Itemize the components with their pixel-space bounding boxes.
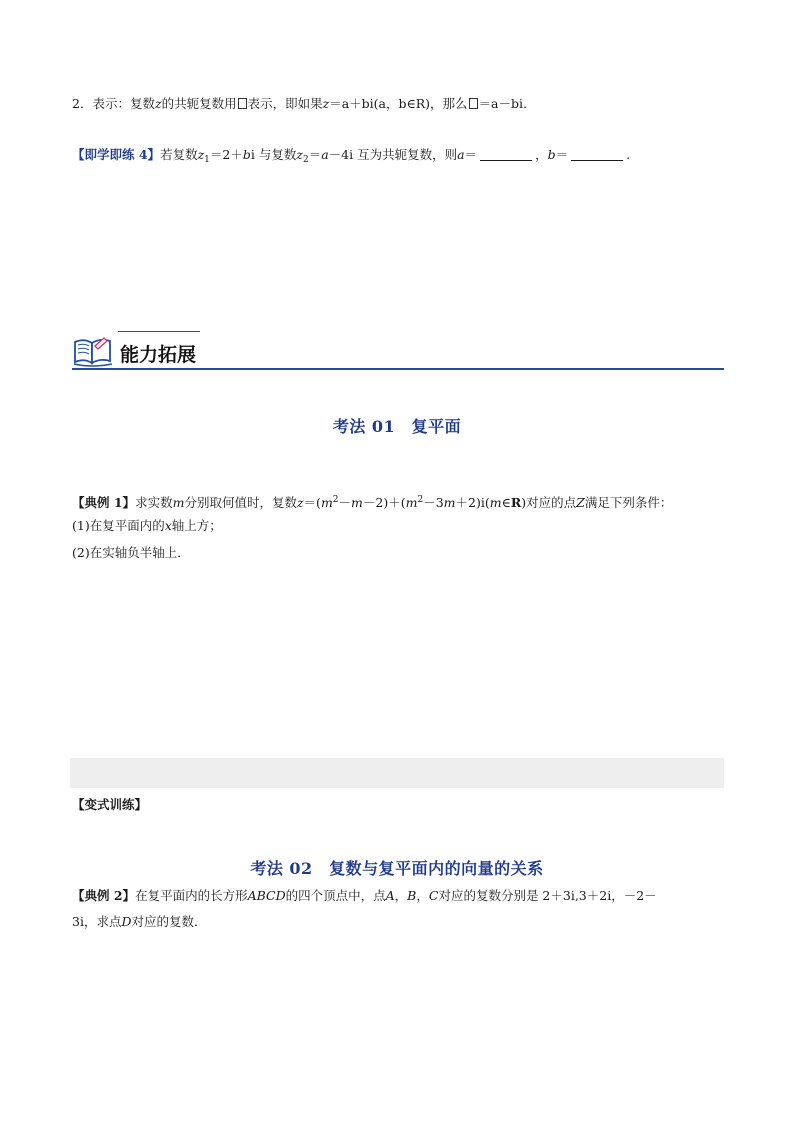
- header-top-rule: [118, 331, 200, 332]
- conjugate-symbol-box: [238, 98, 247, 109]
- section-header: [72, 328, 724, 372]
- section-title: 能力拓展: [120, 344, 197, 366]
- answer-blank-b[interactable]: [571, 148, 623, 161]
- example-1-item-1: (1)在复平面内的x轴上方；: [72, 518, 222, 533]
- exercise-4: 【即学即练 4】若复数$z_1=2+bi$ 与复数$z_2=a-4i$ 互为共轭复数，则a＝ ，b＝ .: [72, 147, 631, 165]
- example-1: 【典例 1】求实数m分别取何值时，复数$z=(m^2-m-2)+(m^2-3m+2)i(m\in R)$对应的点Z满足下列条件：: [72, 495, 673, 510]
- conjugate-symbol-box: [469, 98, 478, 109]
- answer-blank-a[interactable]: [480, 148, 532, 161]
- variation-label: 【变式训练】: [72, 797, 148, 812]
- example-1-item-2: (2)在实轴负半轴上．: [72, 545, 190, 560]
- method-02-title: 考法 02 复数与复平面内的向量的关系: [250, 859, 544, 878]
- example-label: 【典例 2】: [72, 888, 136, 903]
- answer-area: [70, 758, 724, 788]
- method-01-title: 考法 01 复平面: [332, 417, 462, 436]
- example-2: 【典例 2】在复平面内的长方形ABCD的四个顶点中，点A，B，C对应的复数分别是 2＋3i,3＋2i，－2－: [72, 888, 657, 903]
- conjugate-definition: 2．表示：复数z的共轭复数用 表示，即如果z＝a＋bi(a，b∈R)，那么 ＝a－bi.: [72, 96, 527, 111]
- open-book-icon: [72, 332, 114, 368]
- header-rule: [72, 368, 724, 370]
- example-label: 【典例 1】: [72, 495, 136, 510]
- exercise-label: 【即学即练 4】: [72, 147, 161, 162]
- example-2-continued: 3i，求点D对应的复数．: [72, 914, 207, 929]
